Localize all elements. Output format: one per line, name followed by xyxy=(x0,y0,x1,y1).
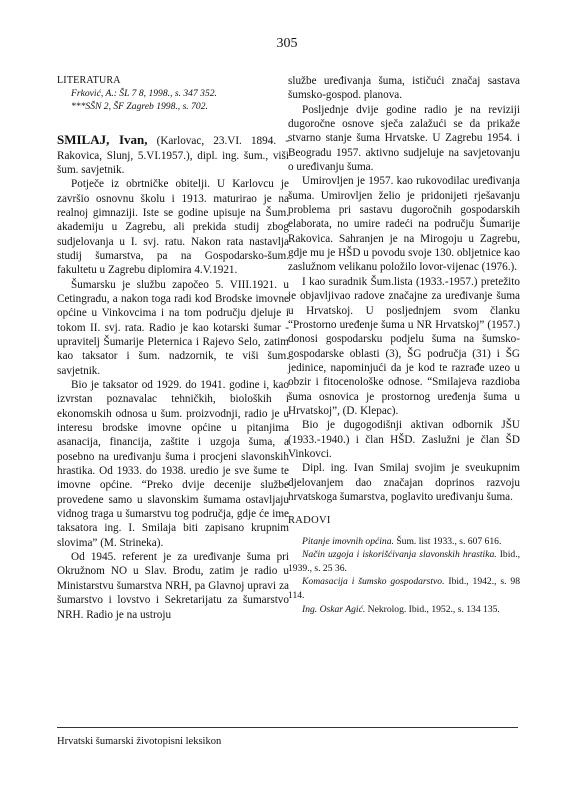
paragraph: Bio je dugogodišnji aktivan odbornik JŠU (1933.-1940.) i član HŠD. Zaslužni je član ŠD Vinkovci. xyxy=(288,419,520,460)
work-item xyxy=(288,548,520,575)
paragraph: službe uređivanja šuma, ističući značaj sastava šumsko-gospod. planova. xyxy=(288,75,520,102)
footer-divider xyxy=(57,727,518,728)
left-column xyxy=(57,74,289,622)
work-item xyxy=(288,535,520,549)
entry-header-details: (Karlovac, 23.VI. 1894. - Rakovica, Slunj, 5.VI.1957.), dipl. ing. šum., viši šum. savjetnik. xyxy=(57,135,289,176)
paragraph: Od 1945. referent je za uređivanje šuma pri Okružnom NO u Slav. Brodu, zatim je radio u Ministarstvu šumarstva NRH, pa Glavnoj upravi za šumarstvo i lovstvo i Sekretarijatu za šumarstvo NRH. Radio je na ustroju xyxy=(57,551,289,621)
paragraph: Šumarsku je službu započeo 5. VIII.1921. u Cetingradu, a nakon toga radi kod Brodske imovne općine u Vinkovcima i na tom području djeluje i tokom II. svj. rata. Radio je kao kotarski šumar - upravitelj Šumarije Pleternica i Rajevo Selo, zatim kao taksator i šum. nadzornik, te viši šum. savjetnik. xyxy=(57,278,289,377)
work-title: Ing. Oskar Agić. xyxy=(302,603,366,615)
work-item xyxy=(288,575,520,602)
work-title: Komasacija i šumsko gospodarstvo. xyxy=(302,576,445,588)
works-heading: RADOVI xyxy=(288,515,331,527)
work-item xyxy=(288,603,520,617)
right-column xyxy=(288,74,520,616)
paragraph: Umirovljen je 1957. kao rukovodilac uređivanja šuma. Umirovljen želio je pridonijeti rješavanju problema pri sastavu dugoročnih gospodarskih elaborata, no umire radeći na području Šumarije Rakovica. Sahranjen je na Mirogoju u Zagrebu, gdje mu je HŠD u povodu svoje 130. obljetnice kao zaslužnom velikanu položilo lovor-vijenac (1976.). xyxy=(288,175,520,274)
entry-header xyxy=(57,133,289,177)
paragraph: Potječe iz obrtničke obitelji. U Karlovcu je završio osnovnu školu i 1913. maturirao je na realnoj gimnaziji. Iste se godine upisuje na Šum. akademiju u Zagrebu, ali prekida studij zbog sudjelovanja u I. svj. ratu. Nakon rata nastavlja studij šumarstva, pa na Gospodarsko-šum. fakultetu u Zagrebu diplomira 4.V.1921. xyxy=(57,178,289,277)
paragraph: I kao suradnik Šum.lista (1933.-1957.) pretežito je objavljivao radove značajne za uređivanje šuma u Hrvatskoj. U posljednjem svom članku “Prostorno uređenje šuma u NR Hrvatskoj” (1957.) donosi gospodarsku podjelu šuma na šumsko-gospodarske oblasti (3), ŠG područja (31) i ŠG jedinice, napominjući da je kod te razrađe uzeo u obzir i fitocenološke odnose. “Smilajeva razdioba šuma osnovica je prostornog uređenja šuma u Hrvatskoj”, (D. Klepac). xyxy=(288,275,520,417)
work-citation: Ibid., 1942., s. 98 114. xyxy=(288,576,520,602)
paragraph: Dipl. ing. Ivan Smilaj svojim je sveukupnim djelovanjem dao značajan doprinos razvoju hrvatskoga šumarstva, poglavito uređivanju šuma. xyxy=(288,462,520,503)
paragraph: Posljednje dvije godine radio je na reviziji dugoročne osnove sječa zalažući se da prikaže stvarno stanje šuma Hrvatske. U Zagrebu 1954. i Beogradu 1957. aktivno sudjeluje na savjetovanju o uređivanju šuma. xyxy=(288,103,520,174)
literature-block xyxy=(57,74,289,113)
work-title: Način uzgoja i iskorišćivanja slavonskih hrastika. xyxy=(302,549,497,561)
paragraph: Bio je taksator od 1929. do 1941. godine i, kao izvrstan poznavalac tehničkih, bioloških i ekonomskih odnosa u šum. proizvodnji, radio je u interesu brodske imovne općine u pitanjima asanacija, financija, zaštite i uzgoja šuma, a posebno na uređivanju šuma i procjeni slavonskih hrastika. Od 1933. do 1938. uredio je sve šume te imovne općine. “Preko dvije decenije službe provedene samo u slavonskim šumama ostavljaju vidnog traga u šumarstvu tog područja, gdje će ime taksatora ing. I. Smilaja biti zapisano krupnim slovima” (M. Strineka). xyxy=(57,379,289,549)
work-title: Pitanje imovnih općina. xyxy=(302,535,394,547)
work-citation: Šum. list 1933., s. 607 616. xyxy=(393,535,502,547)
works-list xyxy=(288,535,520,617)
literature-line: ***SŠN 2, ŠF Zagreb 1998., s. 702. xyxy=(71,100,208,112)
literature-heading: LITERATURA xyxy=(57,75,121,86)
work-citation: Nekrolog. Ibid., 1952., s. 134 135. xyxy=(365,603,500,615)
work-citation: Ibid., 1939., s. 25 36. xyxy=(288,549,520,574)
literature-line: Frković, A.: ŠL 7 8, 1998., s. 347 352. xyxy=(71,88,217,100)
page-number: 305 xyxy=(276,36,298,51)
footer-text: Hrvatski šumarski životopisni leksikon xyxy=(57,736,222,747)
entry-name: SMILAJ, Ivan, xyxy=(57,132,148,148)
